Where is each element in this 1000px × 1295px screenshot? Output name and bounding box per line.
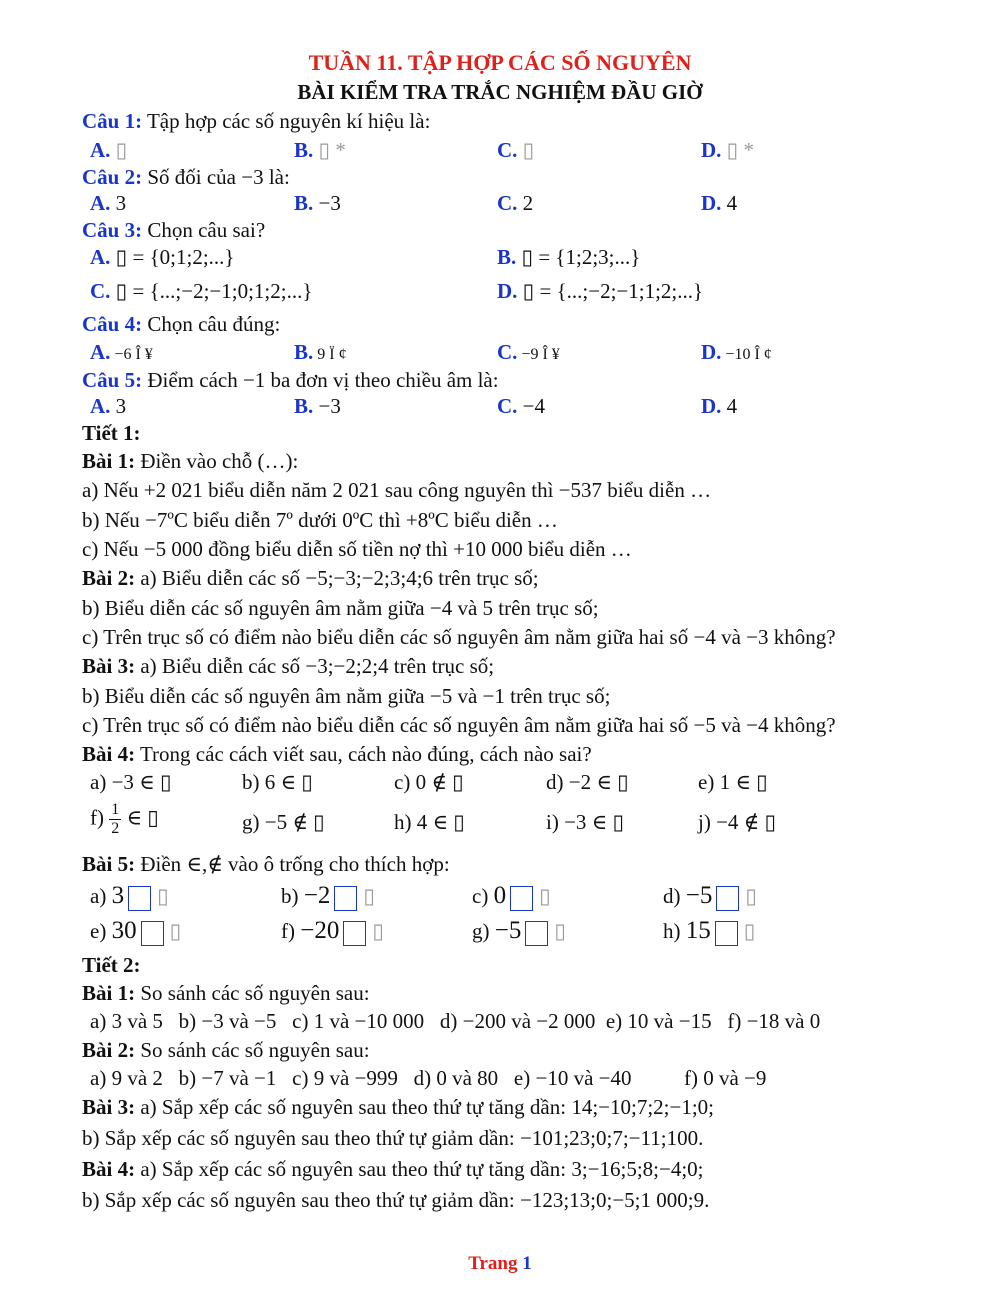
option-text: −9 Î ¥ [517,346,560,363]
bai5-item-a [90,882,169,911]
question-label: Câu 2: [82,165,143,189]
t2-bai3-heading [82,1095,714,1120]
exercise-label: Bài 5: [82,852,136,876]
question-text: Chọn câu sai? [142,218,266,242]
option-label: C. [497,138,518,162]
set-symbol: ▯ [169,919,182,943]
option-label: B. [294,394,314,418]
item-label: f) [281,919,295,943]
bai5-item-h [663,917,755,946]
answer-box[interactable] [334,886,357,911]
option-b [294,191,341,216]
fraction [109,801,121,838]
option-label: A. [90,191,111,215]
item-number: 3 [111,882,125,909]
bai5-item-c [472,882,551,911]
question-label: Câu 5: [82,368,143,392]
page-subtitle: BÀI KIỂM TRA TRẮC NGHIỆM ĐẦU GIỜ [297,80,703,104]
option-label: C. [90,279,111,303]
exercise-label: Bài 4: [82,1157,136,1181]
bai5-item-b [281,882,375,911]
t2-bai1-heading [82,981,370,1006]
option-label: D. [701,138,722,162]
option-label: C. [497,340,518,364]
option-a [90,138,127,163]
option-text: ▯ = {...;−2;−1;0;1;2;...} [110,279,313,303]
option-text: 2 [517,191,534,215]
bai4-item-b: b) 6 ∈ ▯ [242,770,313,794]
item-label: g) [472,919,490,943]
option-label: D. [497,279,518,303]
bai1-heading [82,449,298,474]
set-symbol: ▯ [157,884,169,908]
option-b [294,138,346,163]
bai5-item-f [281,917,384,946]
bai4-item-f [90,801,159,838]
item-number: 0 [493,882,507,909]
option-b [294,340,347,365]
answer-box[interactable] [716,886,739,911]
answer-box[interactable] [128,886,151,911]
bai5-item-g [472,917,566,946]
item-number: 15 [685,917,711,944]
t2-bai2-heading [82,1038,370,1063]
option-text: 3 [110,394,127,418]
exercise-text: a) Biểu diễn các số −5;−3;−2;3;4;6 trên trục số; [135,566,539,590]
bai4-item-c: c) 0 ∉ ▯ [394,770,464,794]
option-d [497,279,703,304]
exercise-text: Điền ∈,∉ vào ô trống cho thích hợp: [135,852,450,876]
question-4 [82,312,280,337]
option-text: ▯ = {1;2;3;...} [516,245,641,269]
exercise-label: Bài 3: [82,1095,136,1119]
question-3 [82,218,265,243]
t2-bai3-line: b) Sắp xếp các số nguyên sau theo thứ tự giảm dần: −101;23;0;7;−11;100. [82,1126,704,1150]
option-label: B. [294,340,314,364]
option-text: 9 Ï ¢ [313,346,347,363]
option-label: D. [701,340,722,364]
exercise-label: Bài 3: [82,654,136,678]
bai5-item-e [90,917,181,946]
option-b [497,245,640,270]
answer-box[interactable] [343,921,366,946]
set-symbol: ▯ [539,884,551,908]
exercise-text: a) Sắp xếp các số nguyên sau theo thứ tự tăng dần: 3;−16;5;8;−4;0; [135,1157,704,1181]
option-b [294,394,341,419]
bai2-heading [82,566,539,591]
item-label: f) [90,805,104,830]
page-footer [0,1253,1000,1275]
option-a [90,245,234,270]
set-symbol: ▯ [743,919,756,943]
option-text: 4 [721,191,738,215]
option-label: B. [294,191,314,215]
bai5-heading [82,852,450,877]
bai1-line-a: a) Nếu +2 021 biểu diễn năm 2 021 sau công nguyên thì −537 biểu diễn … [82,478,712,502]
bai4-item-g: g) −5 ∉ ▯ [242,810,325,834]
option-c [90,279,312,304]
bai4-item-j: j) −4 ∉ ▯ [698,810,777,834]
section-heading-tiet2: Tiết 2: [82,953,141,977]
set-symbol: ▯ [372,919,384,943]
bai3-line-c: c) Trên trục số có điểm nào biểu diễn các số nguyên âm nằm giữa hai số −5 và −4 không? [82,713,836,737]
option-c [497,138,534,163]
bai5-item-d [663,882,757,911]
question-label: Câu 1: [82,109,143,133]
option-text: 4 [721,394,738,418]
option-c [497,191,533,216]
exercise-text: a) Sắp xếp các số nguyên sau theo thứ tự tăng dần: 14;−10;7;2;−1;0; [135,1095,715,1119]
exercise-text: Trong các cách viết sau, cách nào đúng, cách nào sai? [135,742,592,766]
option-label: B. [294,138,314,162]
t2-bai4-line: b) Sắp xếp các số nguyên sau theo thứ tự giảm dần: −123;13;0;−5;1 000;9. [82,1188,710,1212]
answer-box[interactable] [510,886,533,911]
question-2 [82,165,290,190]
option-text: −10 Î ¢ [721,346,772,363]
question-text: Tập hợp các số nguyên kí hiệu là: [142,109,431,133]
option-text: −4 [517,394,546,418]
exercise-label: Bài 1: [82,449,136,473]
option-text: ▯ = {0;1;2;...} [110,245,235,269]
t2-bai1-line: a) 3 và 5 b) −3 và −5 c) 1 và −10 000 d) −200 và −2 000 e) 10 và −15 f) −18 và 0 [90,1009,821,1033]
set-symbol: ▯ [363,884,375,908]
option-d [701,138,754,163]
exercise-label: Bài 2: [82,566,136,590]
set-symbol: ▯ [554,919,566,943]
item-label: e) [90,919,107,943]
item-label: h) [663,919,681,943]
t2-bai4-heading [82,1157,704,1182]
fraction-numerator: 1 [111,801,120,818]
option-label: C. [497,394,518,418]
item-number: −2 [303,882,331,909]
exercise-text: Điền vào chỗ (…): [135,449,299,473]
bai4-item-d: d) −2 ∈ ▯ [546,770,629,794]
option-text: ▯ * [721,138,754,162]
option-text: ▯ [110,138,128,162]
item-label: a) [90,884,107,908]
page-label: Trang [468,1253,518,1274]
bai2-line-c: c) Trên trục số có điểm nào biểu diễn các số nguyên âm nằm giữa hai số −4 và −3 không? [82,625,836,649]
option-text: −6 Î ¥ [110,346,153,363]
option-label: A. [90,340,111,364]
question-label: Câu 3: [82,218,143,242]
item-number: 30 [111,917,137,944]
item-label: b) [281,884,299,908]
exercise-label: Bài 4: [82,742,136,766]
exercise-text: So sánh các số nguyên sau: [135,981,370,1005]
option-d [701,191,737,216]
question-text: Số đối của −3 là: [142,165,290,189]
option-label: D. [701,191,722,215]
answer-box[interactable] [141,921,164,946]
item-number: −5 [685,882,713,909]
option-label: B. [497,245,517,269]
option-label: A. [90,138,111,162]
bai3-line-b: b) Biểu diễn các số nguyên âm nằm giữa −5 và −1 trên trục số; [82,684,611,708]
bai4-item-e: e) 1 ∈ ▯ [698,770,768,794]
question-label: Câu 4: [82,312,143,336]
page-number: 1 [522,1253,532,1274]
option-c [497,340,560,365]
exercise-text: a) Biểu diễn các số −3;−2;2;4 trên trục số; [135,654,495,678]
option-label: A. [90,245,111,269]
option-d [701,340,772,365]
question-1 [82,109,430,134]
item-number: −20 [300,917,340,944]
bai1-line-b: b) Nếu −7ºC biểu diễn 7º dưới 0ºC thì +8ºC biểu diễn … [82,508,558,532]
set-symbol: ▯ [745,884,757,908]
bai2-line-b: b) Biểu diễn các số nguyên âm nằm giữa −4 và 5 trên trục số; [82,596,599,620]
option-text: 3 [110,191,127,215]
bai4-item-h: h) 4 ∈ ▯ [394,810,465,834]
bai4-heading [82,742,592,767]
option-a [90,191,126,216]
option-a [90,394,126,419]
option-d [701,394,737,419]
item-text: ∈ ▯ [126,805,159,830]
option-a [90,340,153,365]
option-text: ▯ = {...;−2;−1;1;2;...} [517,279,704,303]
fraction-denominator: 2 [111,820,120,837]
option-text: ▯ * [313,138,346,162]
question-text: Điểm cách −1 ba đơn vị theo chiều âm là: [142,368,499,392]
option-text: −3 [313,191,341,215]
bai4-item-a: a) −3 ∈ ▯ [90,770,172,794]
t2-bai2-line: a) 9 và 2 b) −7 và −1 c) 9 và −999 d) 0 và 80 e) −10 và −40 f) 0 và −9 [90,1066,767,1090]
answer-box[interactable] [525,921,548,946]
bai3-heading [82,654,494,679]
answer-box[interactable] [715,921,738,946]
exercise-label: Bài 2: [82,1038,136,1062]
item-label: c) [472,884,489,908]
item-number: −5 [494,917,522,944]
option-label: D. [701,394,722,418]
option-c [497,394,545,419]
question-5 [82,368,499,393]
option-text: −3 [313,394,341,418]
exercise-label: Bài 1: [82,981,136,1005]
option-label: A. [90,394,111,418]
option-text: ▯ [517,138,535,162]
bai1-line-c: c) Nếu −5 000 đồng biểu diễn số tiền nợ thì +10 000 biểu diễn … [82,537,632,561]
exercise-text: So sánh các số nguyên sau: [135,1038,370,1062]
question-text: Chọn câu đúng: [142,312,281,336]
item-label: d) [663,884,681,908]
section-heading-tiet1: Tiết 1: [82,421,141,445]
option-label: C. [497,191,518,215]
page-title: TUẦN 11. TẬP HỢP CÁC SỐ NGUYÊN [308,50,692,75]
bai4-item-i: i) −3 ∈ ▯ [546,810,625,834]
